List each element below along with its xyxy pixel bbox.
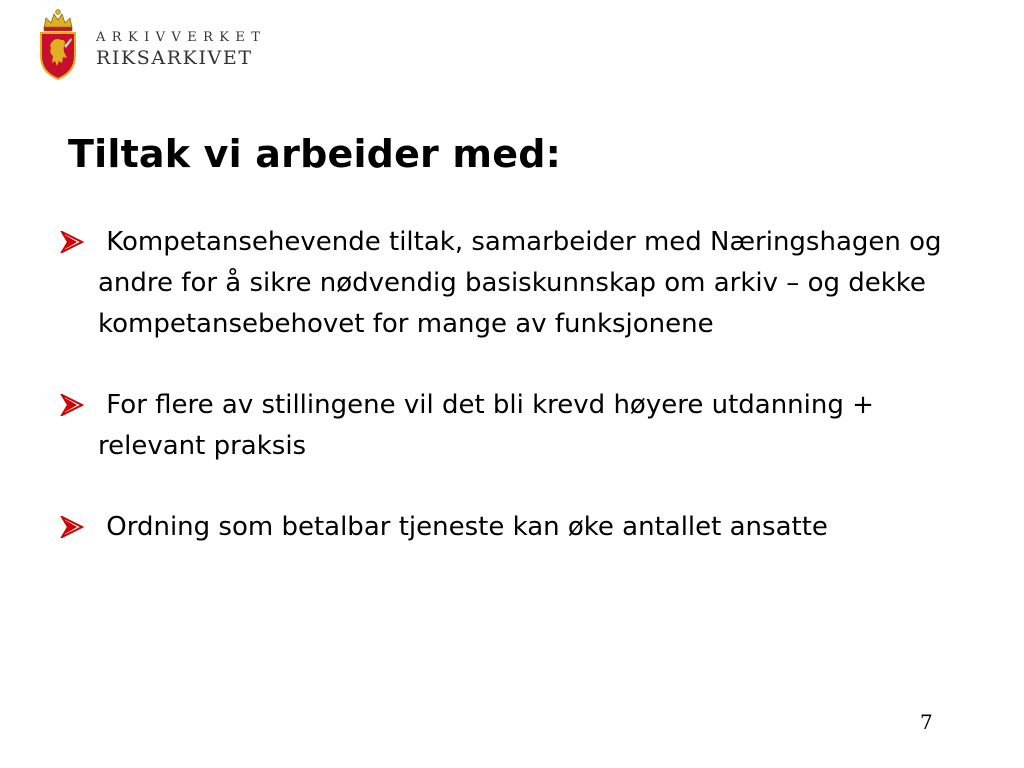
norwegian-coat-of-arms-icon bbox=[34, 6, 82, 82]
arrowhead-bullet-icon bbox=[60, 231, 84, 253]
bullet-list bbox=[60, 222, 960, 588]
slide-title: Tiltak vi arbeider med: bbox=[68, 132, 561, 176]
org-name-line-1: ARKIVVERKET bbox=[96, 30, 267, 45]
org-name bbox=[96, 30, 266, 69]
bullet-item bbox=[60, 222, 960, 345]
org-name-line-2: RIKSARKIVET bbox=[96, 47, 253, 69]
header-logo bbox=[34, 6, 274, 82]
arrowhead-bullet-icon bbox=[60, 394, 84, 416]
bullet-text: For flere av stillingene vil det bli krevd høyere utdanning + relevant praksis bbox=[98, 390, 874, 461]
page-number: 7 bbox=[920, 710, 933, 734]
bullet-text: Kompetansehevende tiltak, samarbeider med Næringshagen og andre for å sikre nødvendig basiskunnskap om arkiv – og dekke kompetansebehovet for mange av funksjonene bbox=[98, 227, 942, 339]
bullet-item bbox=[60, 385, 960, 467]
bullet-item bbox=[60, 507, 960, 548]
arrowhead-bullet-icon bbox=[60, 516, 84, 538]
bullet-text: Ordning som betalbar tjeneste kan øke antallet ansatte bbox=[106, 512, 828, 542]
